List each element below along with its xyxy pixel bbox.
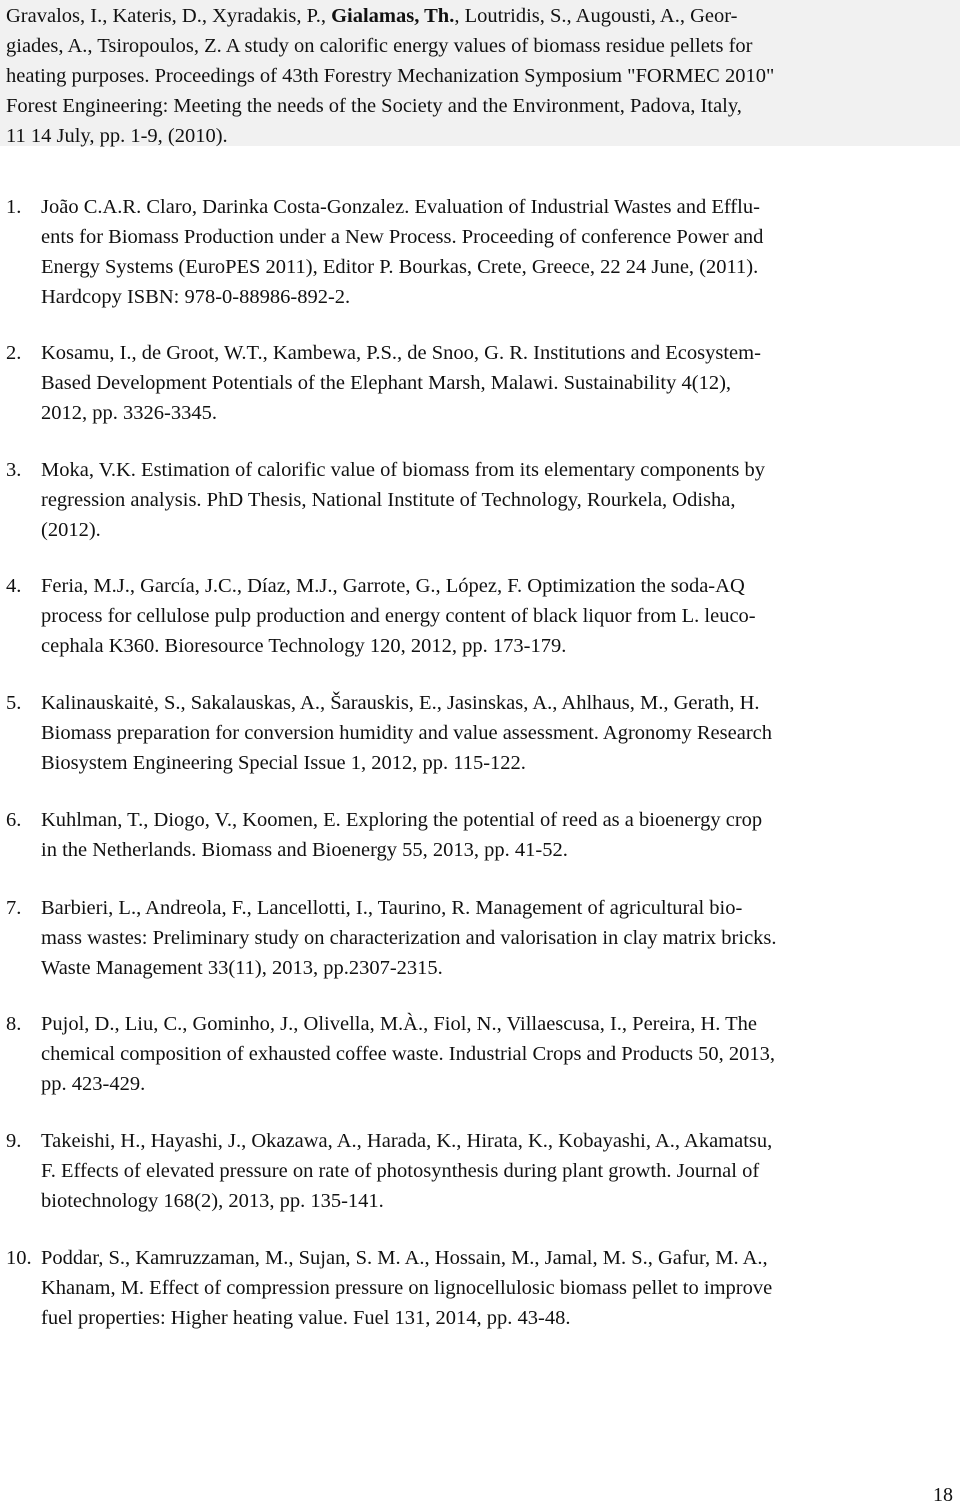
reference-line: mass wastes: Preliminary study on characterization and valorisation in clay matrix bricks. [41,927,777,949]
reference-line: Khanam, M. Effect of compression pressure on lignocellulosic biomass pellet to improve [41,1277,773,1299]
reference-line: pp. 423-429. [41,1073,146,1095]
continued-reference-line [6,0,738,32]
continued-reference [0,0,960,146]
reference-line: 2012, pp. 3326-3345. [41,402,217,424]
reference-line: in the Netherlands. Biomass and Bioenergy 55, 2013, pp. 41-52. [41,839,568,861]
reference-line: Based Development Potentials of the Elephant Marsh, Malawi. Sustainability 4(12), [41,372,732,394]
author-text: , Loutridis, S., Augousti, A., Geor- [454,5,738,27]
reference-number: 7. [6,897,22,919]
reference-number: 2. [6,342,22,364]
reference-number: 6. [6,809,22,831]
reference-line: Hardcopy ISBN: 978-0-88986-892-2. [41,286,351,308]
reference-line: F. Effects of elevated pressure on rate of photosynthesis during plant growth. Journal of [41,1160,760,1182]
reference-line: ents for Biomass Production under a New Process. Proceeding of conference Power and [41,226,764,248]
reference-line: Poddar, S., Kamruzzaman, M., Sujan, S. M. A., Hossain, M., Jamal, M. S., Gafur, M. A., [41,1247,768,1269]
author-text: Gravalos, I., Kateris, D., Xyradakis, P., [6,5,332,27]
reference-line: Kalinauskaitė, S., Sakalauskas, A., Šarauskis, E., Jasinskas, A., Ahlhaus, M., Gerath, H. [41,692,760,714]
reference-line: Kosamu, I., de Groot, W.T., Kambewa, P.S., de Snoo, G. R. Institutions and Ecosystem- [41,342,761,364]
reference-line: Pujol, D., Liu, C., Gominho, J., Olivella, M.À., Fiol, N., Villaescusa, I., Pereira, H. The [41,1013,758,1035]
reference-line: Waste Management 33(11), 2013, pp.2307-2315. [41,957,443,979]
reference-line: biotechnology 168(2), 2013, pp. 135-141. [41,1190,384,1212]
reference-number: 9. [6,1130,22,1152]
reference-line: process for cellulose pulp production and energy content of black liquor from L. leuco- [41,605,756,627]
reference-line: cephala K360. Bioresource Technology 120, 2012, pp. 173-179. [41,635,567,657]
reference-number: 4. [6,575,22,597]
continued-reference-line: giades, A., Tsiropoulos, Z. A study on calorific energy values of biomass residue pellets for [6,35,753,57]
reference-line: Moka, V.K. Estimation of calorific value of biomass from its elementary components by [41,459,765,481]
reference-line: Kuhlman, T., Diogo, V., Koomen, E. Exploring the potential of reed as a bioenergy crop [41,809,763,831]
reference-line: fuel properties: Higher heating value. Fuel 131, 2014, pp. 43-48. [41,1307,571,1329]
reference-number: 3. [6,459,22,481]
reference-line: regression analysis. PhD Thesis, National Institute of Technology, Rourkela, Odisha, [41,489,736,511]
highlighted-author: Gialamas, Th. [331,5,455,27]
continued-reference-line: Forest Engineering: Meeting the needs of the Society and the Environment, Padova, Italy, [6,95,742,117]
reference-line: Takeishi, H., Hayashi, J., Okazawa, A., Harada, K., Hirata, K., Kobayashi, A., Akamatsu, [41,1130,773,1152]
reference-line: Feria, M.J., García, J.C., Díaz, M.J., Garrote, G., López, F. Optimization the soda-AQ [41,575,745,597]
reference-line: Energy Systems (EuroPES 2011), Editor P. Bourkas, Crete, Greece, 22 24 June, (2011). [41,256,759,278]
reference-line: Barbieri, L., Andreola, F., Lancellotti, I., Taurino, R. Management of agricultural bio- [41,897,743,919]
reference-line: João C.A.R. Claro, Darinka Costa-Gonzalez. Evaluation of Industrial Wastes and Efflu- [41,196,760,218]
reference-number: 1. [6,196,22,218]
continued-reference-line: 11 14 July, pp. 1-9, (2010). [6,125,228,147]
reference-number: 10. [6,1247,32,1269]
continued-reference-line: heating purposes. Proceedings of 43th Forestry Mechanization Symposium "FORMEC 2010" [6,65,775,87]
reference-number: 8. [6,1013,22,1035]
reference-line: Biosystem Engineering Special Issue 1, 2012, pp. 115-122. [41,752,526,774]
reference-number: 5. [6,692,22,714]
page-number: 18 [933,1484,953,1506]
reference-line: chemical composition of exhausted coffee waste. Industrial Crops and Products 50, 2013, [41,1043,776,1065]
reference-line: (2012). [41,519,101,541]
reference-line: Biomass preparation for conversion humidity and value assessment. Agronomy Research [41,722,773,744]
